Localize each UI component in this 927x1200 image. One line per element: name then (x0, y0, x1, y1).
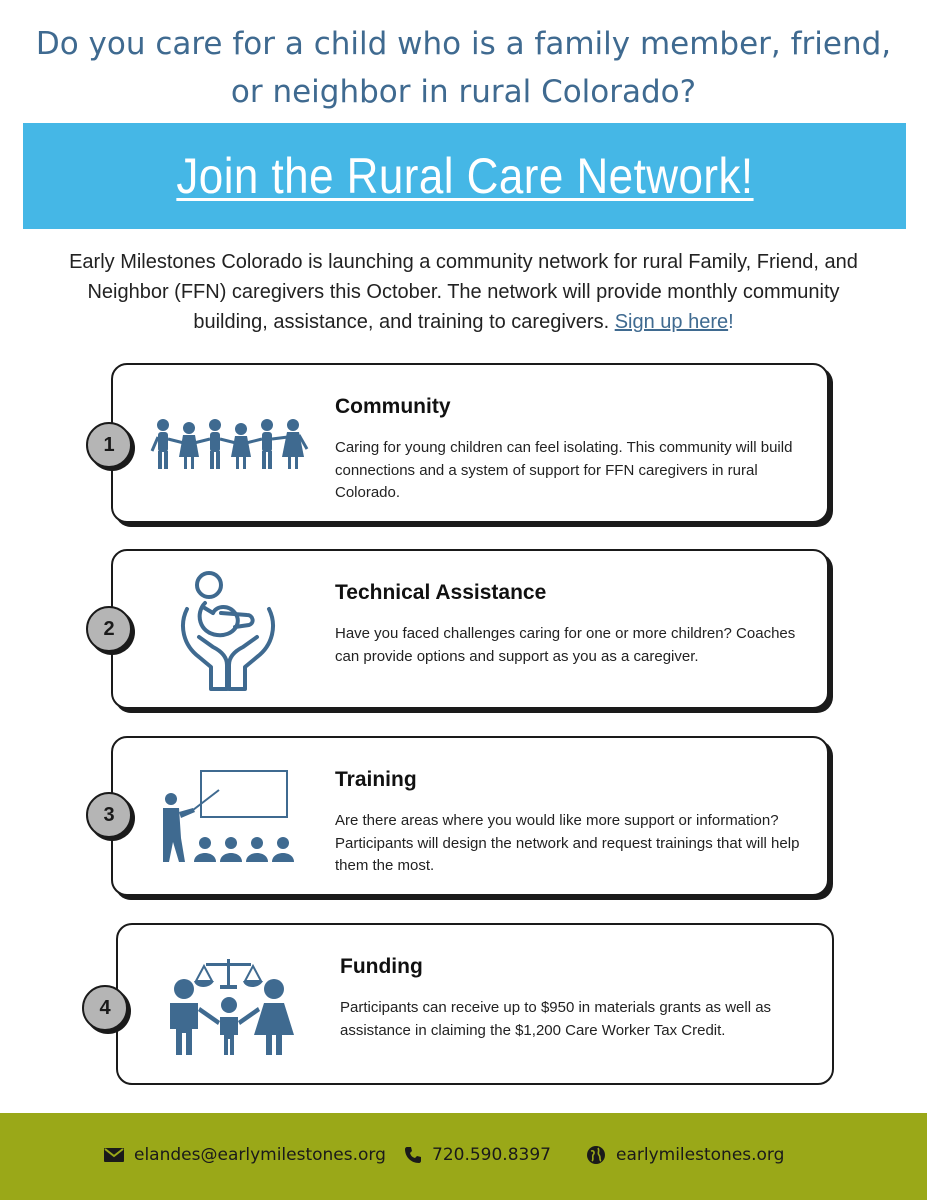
step-badge-1: 1 (86, 422, 132, 468)
card-title: Technical Assistance (335, 581, 547, 604)
email-contact[interactable] (104, 1145, 386, 1165)
card-title: Community (335, 395, 451, 418)
card-funding (116, 923, 834, 1085)
intro-paragraph (40, 247, 887, 337)
envelope-icon (104, 1147, 124, 1163)
card-title: Funding (340, 955, 423, 978)
intro-line-3-text: building, assistance, and training to caregivers. (193, 311, 615, 333)
card-body: Have you faced challenges caring for one or more children? Coaches can provide options and support as you as a caregiver. (335, 625, 796, 665)
teacher-presenting-icon (159, 768, 299, 866)
step-badge-2: 2 (86, 606, 132, 652)
headline-question (0, 20, 927, 116)
contact-footer (0, 1113, 927, 1200)
step-badge-4: 4 (82, 985, 128, 1031)
step-badge-3: 3 (86, 792, 132, 838)
hands-holding-child-icon (173, 567, 283, 693)
card-community (111, 363, 829, 523)
join-banner (23, 123, 906, 229)
intro-line-3-end: ! (728, 311, 734, 333)
card-body: Caring for young children can feel isolating. This community will build connections and a system of support for FFN caregivers in rural Colorado. (335, 439, 793, 501)
headline-line-1: Do you care for a child who is a family member, friend, (35, 26, 892, 62)
headline-line-2: or neighbor in rural Colorado? (230, 74, 697, 110)
card-technical-assistance (111, 549, 829, 709)
children-holding-hands-icon (149, 415, 311, 473)
card-body: Participants can receive up to $950 in materials grants as well as assistance in claiming the $1,200 Care Worker Tax Credit. (340, 999, 772, 1039)
intro-line-1: Early Milestones Colorado is launching a community network for rural Family, Friend, and (69, 251, 858, 273)
intro-line-3 (40, 307, 887, 337)
email-text: elandes@earlymilestones.org (134, 1145, 386, 1165)
family-scales-icon (160, 955, 298, 1059)
intro-line-2: Neighbor (FFN) caregivers this October. The network will provide monthly community (87, 281, 840, 303)
website-text: earlymilestones.org (616, 1145, 785, 1165)
card-body: Are there areas where you would like more support or information? Participants will design the network and request trainings that will help them the most. (335, 812, 800, 874)
phone-contact[interactable] (404, 1145, 551, 1165)
phone-icon (404, 1146, 422, 1164)
sign-up-link[interactable]: Sign up here (614, 311, 729, 333)
card-title: Training (335, 768, 417, 791)
card-training (111, 736, 829, 896)
phone-text: 720.590.8397 (432, 1145, 551, 1165)
website-contact[interactable] (586, 1145, 784, 1165)
join-network-link[interactable]: Join the Rural Care Network! (175, 148, 754, 204)
globe-icon (586, 1145, 606, 1165)
